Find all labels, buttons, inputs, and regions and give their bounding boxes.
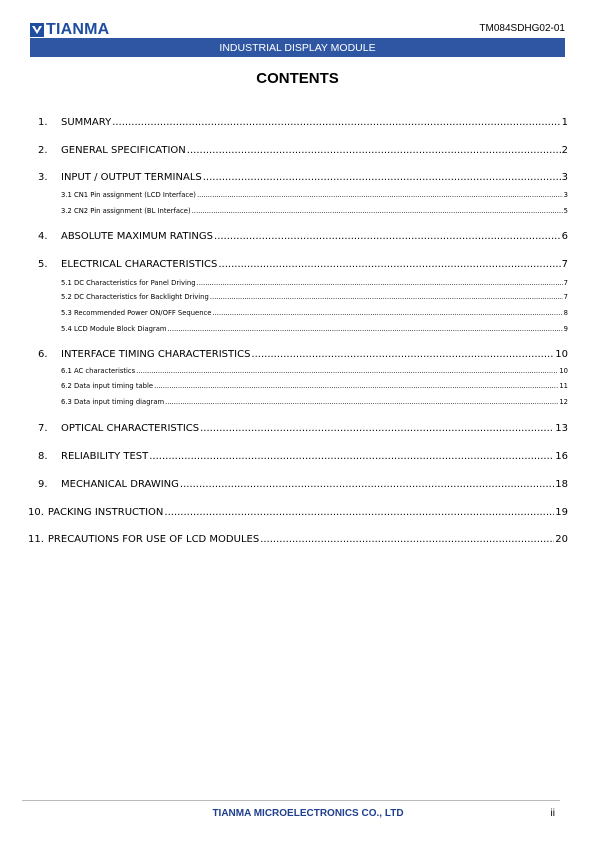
toc-entry-page: 13 <box>555 423 568 434</box>
toc-leader-dots <box>154 382 558 390</box>
toc-entry[interactable] <box>38 172 568 183</box>
toc-entry[interactable] <box>61 367 568 375</box>
toc-entry-number: 7. <box>38 423 48 434</box>
toc-entry-title: 5.4 LCD Module Block Diagram <box>61 325 167 333</box>
toc-leader-dots <box>164 507 554 518</box>
toc-leader-dots <box>197 279 563 287</box>
toc-entry[interactable] <box>38 117 568 128</box>
toc-entry[interactable] <box>61 279 568 287</box>
toc-entry-title: 3.1 CN1 Pin assignment (LCD Interface) <box>61 191 196 199</box>
toc-leader-dots <box>112 117 560 128</box>
toc-entry[interactable] <box>61 325 568 333</box>
header-banner <box>30 38 565 57</box>
toc-entry-title: GENERAL SPECIFICATION <box>61 145 186 156</box>
toc-leader-dots <box>218 259 560 270</box>
toc-entry-page: 3 <box>561 172 568 183</box>
toc-entry-page: 11 <box>559 382 568 390</box>
toc-leader-dots <box>200 423 554 434</box>
toc-entry[interactable] <box>38 451 568 462</box>
footer-page-number: ii <box>550 808 555 819</box>
toc-entry[interactable] <box>38 231 568 242</box>
toc-leader-dots <box>251 349 554 360</box>
toc-leader-dots <box>149 451 554 462</box>
toc-entry-number: 3. <box>38 172 48 183</box>
toc-entry-title: INTERFACE TIMING CHARACTERISTICS <box>61 349 251 360</box>
toc-entry-page: 5 <box>563 207 568 215</box>
toc-entry-page: 9 <box>563 325 568 333</box>
toc-leader-dots <box>165 398 558 406</box>
toc-entry-page: 7 <box>561 259 568 270</box>
toc-leader-dots <box>260 534 554 545</box>
toc-leader-dots <box>180 479 554 490</box>
toc-entry-page: 19 <box>555 507 568 518</box>
tianma-logo-icon <box>30 23 44 37</box>
toc-entry-page: 12 <box>559 398 568 406</box>
toc-leader-dots <box>136 367 558 375</box>
toc-entry[interactable] <box>38 479 568 490</box>
toc-entry-page: 16 <box>555 451 568 462</box>
toc-leader-dots <box>187 145 561 156</box>
toc-entry-number: 10. <box>28 507 44 518</box>
toc-entry-number: 2. <box>38 145 48 156</box>
toc-leader-dots <box>210 293 563 301</box>
toc-entry-title: PRECAUTIONS FOR USE OF LCD MODULES <box>47 534 260 545</box>
toc-entry-page: 18 <box>555 479 568 490</box>
toc-entry-title: OPTICAL CHARACTERISTICS <box>61 423 200 434</box>
toc-entry[interactable] <box>38 423 568 434</box>
toc-entry-number: 8. <box>38 451 48 462</box>
toc-entry-page: 10 <box>555 349 568 360</box>
toc-entry-title: 5.2 DC Characteristics for Backlight Driving <box>61 293 209 301</box>
toc-leader-dots <box>203 172 561 183</box>
toc-entry-page: 1 <box>561 117 568 128</box>
toc-entry[interactable] <box>28 534 568 545</box>
toc-entry-page: 20 <box>555 534 568 545</box>
toc-leader-dots <box>197 191 563 199</box>
toc-entry-number: 11. <box>28 534 44 545</box>
toc-entry-number: 4. <box>38 231 48 242</box>
logo-text: TIANMA <box>46 21 110 38</box>
toc-entry-title: 6.1 AC characteristics <box>61 367 136 375</box>
toc-entry-title: PACKING INSTRUCTION <box>47 507 164 518</box>
footer-divider <box>22 800 560 801</box>
toc-entry-title: 3.2 CN2 Pin assignment (BL Interface) <box>61 207 191 215</box>
toc-entry-page: 6 <box>561 231 568 242</box>
toc-entry-page: 8 <box>563 309 568 317</box>
toc-entry-title: MECHANICAL DRAWING <box>61 479 179 490</box>
toc-entry[interactable] <box>61 309 568 317</box>
toc-entry-page: 2 <box>561 145 568 156</box>
toc-entry-page: 7 <box>563 293 568 301</box>
toc-entry-number: 6. <box>38 349 48 360</box>
toc-entry-title: SUMMARY <box>61 117 112 128</box>
toc-entry[interactable] <box>38 349 568 360</box>
toc-leader-dots <box>214 231 561 242</box>
toc-leader-dots <box>192 207 563 215</box>
toc-entry-title: ELECTRICAL CHARACTERISTICS <box>61 259 218 270</box>
toc-entry-number: 5. <box>38 259 48 270</box>
toc-entry-title: ABSOLUTE MAXIMUM RATINGS <box>61 231 214 242</box>
toc-entry-title: 6.3 Data input timing diagram <box>61 398 165 406</box>
toc-entry-page: 10 <box>559 367 568 375</box>
document-number: TM084SDHG02-01 <box>479 23 565 34</box>
toc-entry-number: 1. <box>38 117 48 128</box>
toc-entry[interactable] <box>61 293 568 301</box>
toc-entry[interactable] <box>61 398 568 406</box>
toc-entry[interactable] <box>38 145 568 156</box>
toc-entry-title: RELIABILITY TEST <box>61 451 149 462</box>
page-title: CONTENTS <box>256 70 339 87</box>
tianma-logo <box>30 22 109 38</box>
toc-entry[interactable] <box>61 382 568 390</box>
toc-entry-title: 5.3 Recommended Power ON/OFF Sequence <box>61 309 212 317</box>
toc-entry[interactable] <box>28 507 568 518</box>
toc-entry[interactable] <box>61 191 568 199</box>
footer-company: TIANMA MICROELECTRONICS CO., LTD <box>212 808 404 819</box>
header-banner-text: INDUSTRIAL DISPLAY MODULE <box>219 41 376 54</box>
toc-entry-page: 7 <box>563 279 568 287</box>
toc-entry[interactable] <box>61 207 568 215</box>
toc-entry-number: 9. <box>38 479 48 490</box>
toc-leader-dots <box>212 309 562 317</box>
toc-entry-page: 3 <box>563 191 568 199</box>
toc-entry-title: 5.1 DC Characteristics for Panel Driving <box>61 279 196 287</box>
toc-entry-title: INPUT / OUTPUT TERMINALS <box>61 172 202 183</box>
toc-entry[interactable] <box>38 259 568 270</box>
toc-entry-title: 6.2 Data input timing table <box>61 382 154 390</box>
toc-leader-dots <box>168 325 563 333</box>
